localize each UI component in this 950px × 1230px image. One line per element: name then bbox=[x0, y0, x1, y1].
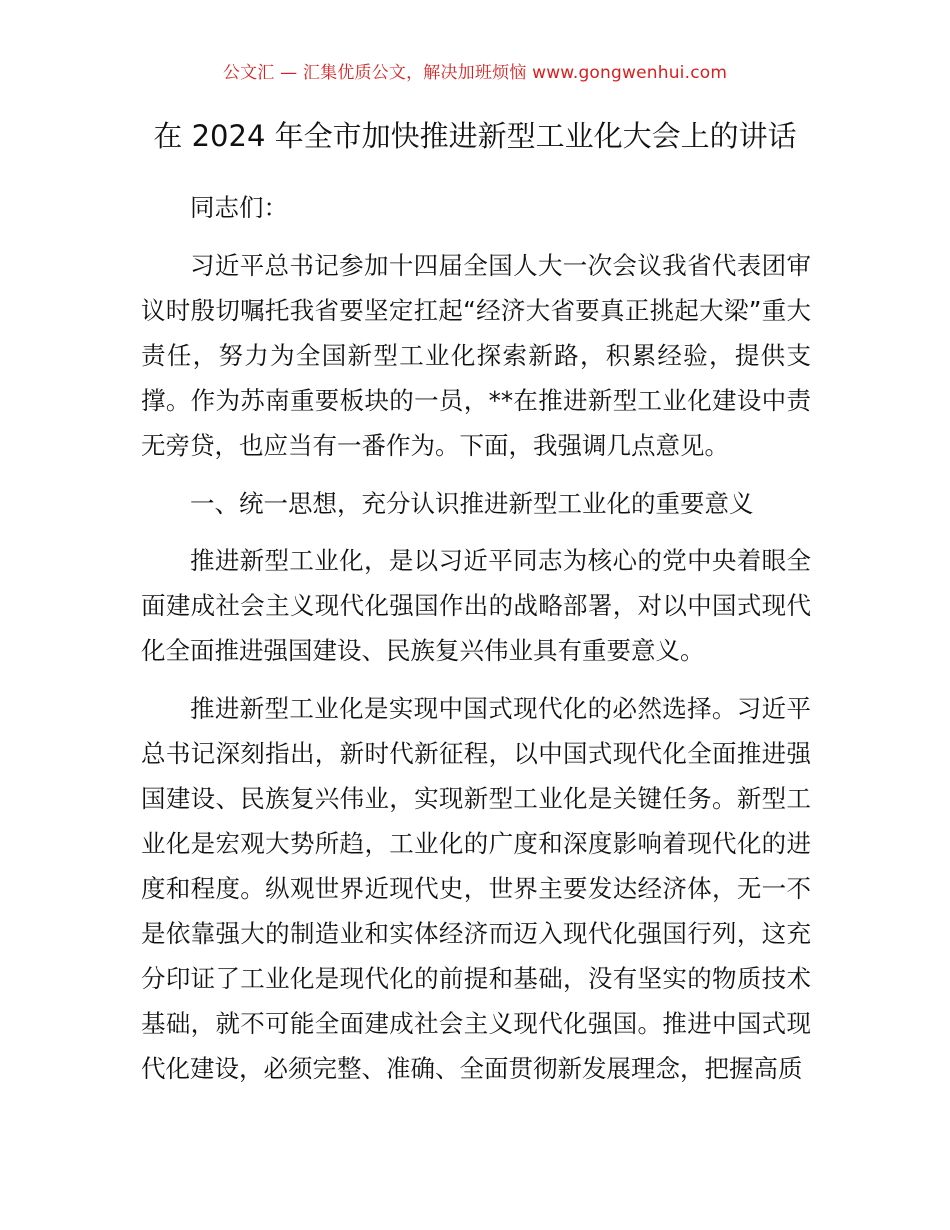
document-body bbox=[141, 185, 811, 1104]
paragraph-section1-detail: 推进新型工业化是实现中国式现代化的必然选择。习近平总书记深刻指出，新时代新征程，以中国式现代化全面推进强国建设、民族复兴伟业，实现新型工业化是关键任务。新型工业化是宏观大势所趋，工业化的广度和深度影响着现代化的进度和程度。纵观世界近现代史，世界主要发达经济体，无一不是依靠强大的制造业和实体经济而迈入现代化强国行列，这充分印证了工业化是现代化的前提和基础，没有坚实的物质技术基础，就不可能全面建成社会主义现代化强国。推进中国式现代化建设，必须完整、准确、全面贯彻新发展理念，把握高质 bbox=[141, 694, 811, 1083]
salutation: 同志们： bbox=[190, 193, 288, 222]
paragraph-intro: 习近平总书记参加十四届全国人大一次会议我省代表团审议时殷切嘱托我省要坚定扛起“经济大省要真正挑起大梁”重大责任，努力为全国新型工业化探索新路，积累经验，提供支撑。作为苏南重要板块的一员，**在推进新型工业化建设中责无旁贷，也应当有一番作为。下面，我强调几点意见。 bbox=[141, 251, 811, 460]
paragraph-section1-summary: 推进新型工业化，是以习近平同志为核心的党中央着眼全面建成社会主义现代化强国作出的战略部署，对以中国式现代化全面推进强国建设、民族复兴伟业具有重要意义。 bbox=[141, 546, 811, 665]
section-heading-1: 一、统一思想，充分认识推进新型工业化的重要意义 bbox=[190, 489, 754, 518]
site-banner: 公文汇 — 汇集优质公文，解决加班烦恼 www.gongwenhui.com bbox=[222, 63, 728, 83]
document-title: 在 2024 年全市加快推进新型工业化大会上的讲话 bbox=[153, 119, 797, 153]
